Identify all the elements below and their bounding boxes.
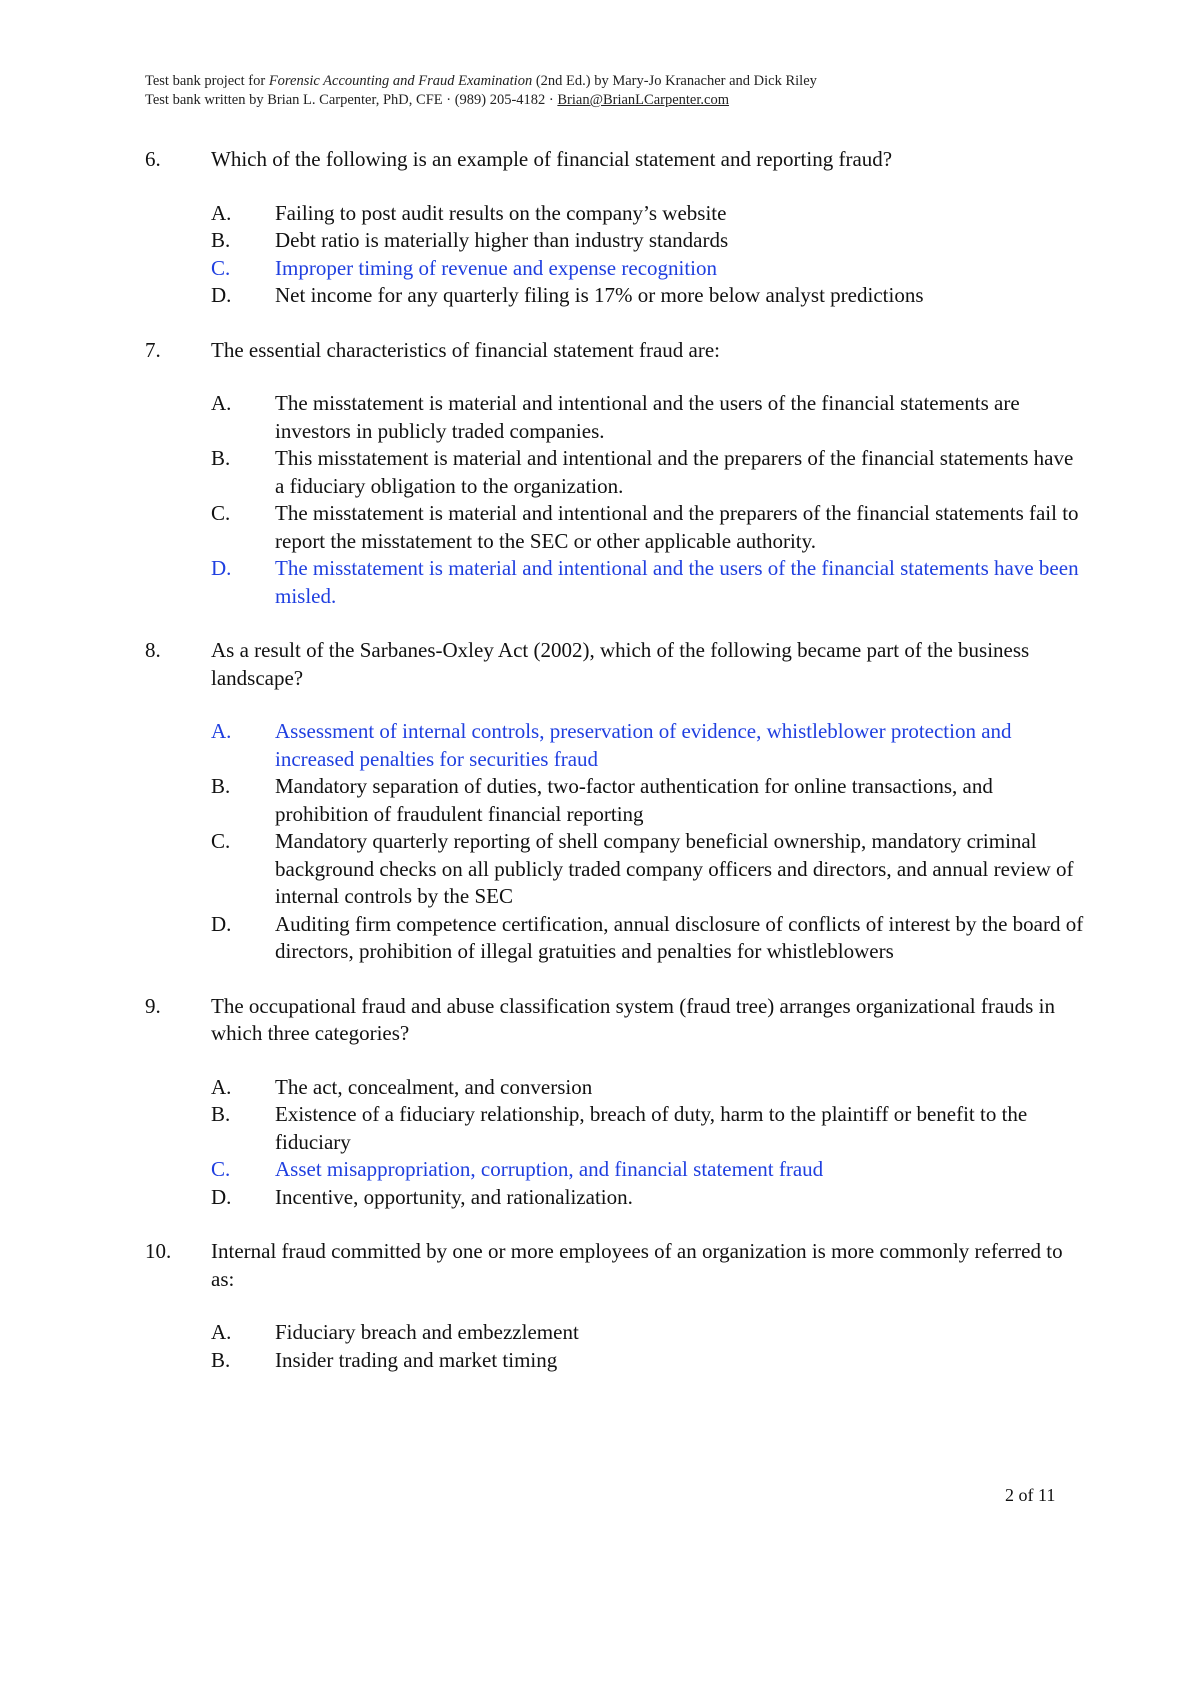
- question-number: 6.: [145, 147, 161, 171]
- option-text: The act, concealment, and conversion: [275, 1074, 593, 1099]
- option-text: Incentive, opportunity, and rationalization.: [275, 1184, 633, 1209]
- question-number: 10.: [145, 1239, 172, 1263]
- answer-option-correct: [211, 255, 1085, 283]
- answer-option: [211, 1074, 1085, 1102]
- answer-option: [211, 200, 1085, 228]
- answer-option: [211, 1184, 1085, 1212]
- option-text: Insider trading and market timing: [275, 1347, 558, 1372]
- option-text: The misstatement is material and intentional and the users of the financial statements are investors in publicly traded companies.: [275, 391, 1020, 443]
- question-stem: [145, 993, 1085, 1048]
- option-letter: B.: [211, 228, 231, 252]
- option-letter: A.: [211, 391, 232, 415]
- answer-option: [211, 500, 1085, 555]
- header-line-1-suffix: (2nd Ed.) by Mary-Jo Kranacher and Dick Riley: [532, 73, 817, 89]
- option-text: Mandatory separation of duties, two-factor authentication for online transactions, and prohibition of fraudulent financial reporting: [275, 774, 993, 826]
- header-line-2: [145, 91, 817, 110]
- question-text: Internal fraud committed by one or more employees of an organization is more commonly referred to as:: [211, 1239, 1063, 1291]
- option-letter: C.: [211, 501, 231, 525]
- option-text: Asset misappropriation, corruption, and financial statement fraud: [275, 1157, 824, 1181]
- answer-option-correct: [211, 718, 1085, 773]
- option-text: This misstatement is material and intentional and the preparers of the financial statements have a fiduciary obligation to the organization.: [275, 446, 1074, 498]
- option-letter: C.: [211, 255, 231, 280]
- option-text: Existence of a fiduciary relationship, breach of duty, harm to the plaintiff or benefit to the fiduciary: [275, 1102, 1028, 1154]
- option-letter: A.: [211, 1320, 232, 1344]
- answer-option: [211, 911, 1085, 966]
- option-text: Auditing firm competence certification, annual disclosure of conflicts of interest by the board of directors, prohibition of illegal gratuities and penalties for whistleblowers: [275, 911, 1084, 963]
- question-7: [145, 337, 1085, 611]
- option-text: The misstatement is material and intentional and the preparers of the financial statements fail to report the misstatement to the SEC or other applicable authority.: [275, 501, 1079, 553]
- option-text: Mandatory quarterly reporting of shell company beneficial ownership, mandatory criminal background checks on all publicly traded company officers and directors, and annual review of internal controls by the SEC: [275, 829, 1074, 908]
- answer-option-correct: [211, 1156, 1085, 1184]
- answer-option: [211, 773, 1085, 828]
- option-letter: A.: [211, 200, 232, 225]
- question-stem: [145, 1238, 1085, 1293]
- answer-options: [145, 390, 1085, 610]
- question-6: [145, 146, 1085, 310]
- option-text: Debt ratio is materially higher than industry standards: [275, 228, 729, 252]
- option-letter: D.: [211, 283, 232, 307]
- option-letter: D.: [211, 556, 232, 580]
- option-text: Failing to post audit results on the company’s website: [275, 200, 727, 225]
- answer-option: [211, 445, 1085, 500]
- option-letter: B.: [211, 1347, 231, 1372]
- answer-option: [211, 828, 1085, 911]
- answer-options: [145, 1319, 1085, 1374]
- option-letter: D.: [211, 911, 232, 936]
- answer-options: [145, 718, 1085, 966]
- option-letter: A.: [211, 719, 232, 743]
- question-text: The occupational fraud and abuse classification system (fraud tree) arranges organizational frauds in which three categories?: [211, 993, 1055, 1045]
- option-text: The misstatement is material and intentional and the users of the financial statements have been misled.: [275, 556, 1079, 608]
- answer-option: [211, 282, 1085, 310]
- question-text: As a result of the Sarbanes-Oxley Act (2002), which of the following became part of the business landscape?: [211, 638, 1030, 690]
- question-9: [145, 993, 1085, 1212]
- question-stem: [145, 337, 1085, 365]
- question-text: Which of the following is an example of financial statement and reporting fraud?: [211, 147, 893, 171]
- question-8: [145, 637, 1085, 966]
- question-stem: [145, 146, 1085, 174]
- page-header: [145, 72, 817, 110]
- option-letter: A.: [211, 1074, 232, 1099]
- question-list: [145, 146, 1085, 1401]
- answer-option: [211, 390, 1085, 445]
- answer-options: [145, 1074, 1085, 1212]
- question-number: 9.: [145, 993, 161, 1018]
- option-letter: D.: [211, 1184, 232, 1209]
- header-line-1: [145, 72, 817, 91]
- option-letter: C.: [211, 829, 231, 853]
- answer-options: [145, 200, 1085, 310]
- header-line-1-prefix: Test bank project for: [145, 73, 269, 89]
- header-line-2-prefix: Test bank written by Brian L. Carpenter, PhD, CFE · (989) 205-4182 ·: [145, 92, 558, 108]
- option-letter: B.: [211, 446, 231, 470]
- option-text: Net income for any quarterly filing is 17% or more below analyst predictions: [275, 283, 924, 307]
- option-letter: B.: [211, 774, 231, 798]
- option-text: Fiduciary breach and embezzlement: [275, 1320, 579, 1344]
- answer-option: [211, 1319, 1085, 1347]
- question-number: 7.: [145, 337, 161, 362]
- question-10: [145, 1238, 1085, 1374]
- option-letter: C.: [211, 1157, 231, 1181]
- page-number: 2 of 11: [1005, 1485, 1056, 1505]
- author-email-link[interactable]: Brian@BrianLCarpenter.com: [557, 92, 729, 108]
- option-text: Assessment of internal controls, preservation of evidence, whistleblower protection and increased penalties for securities fraud: [275, 719, 1012, 771]
- answer-option: [211, 1347, 1085, 1375]
- question-text: The essential characteristics of financial statement fraud are:: [211, 337, 721, 362]
- answer-option-correct: [211, 555, 1085, 610]
- question-stem: [145, 637, 1085, 692]
- option-letter: B.: [211, 1102, 231, 1126]
- book-title: Forensic Accounting and Fraud Examination: [268, 73, 533, 89]
- question-number: 8.: [145, 638, 161, 662]
- answer-option: [211, 1101, 1085, 1156]
- answer-option: [211, 227, 1085, 255]
- option-text: Improper timing of revenue and expense recognition: [275, 255, 718, 280]
